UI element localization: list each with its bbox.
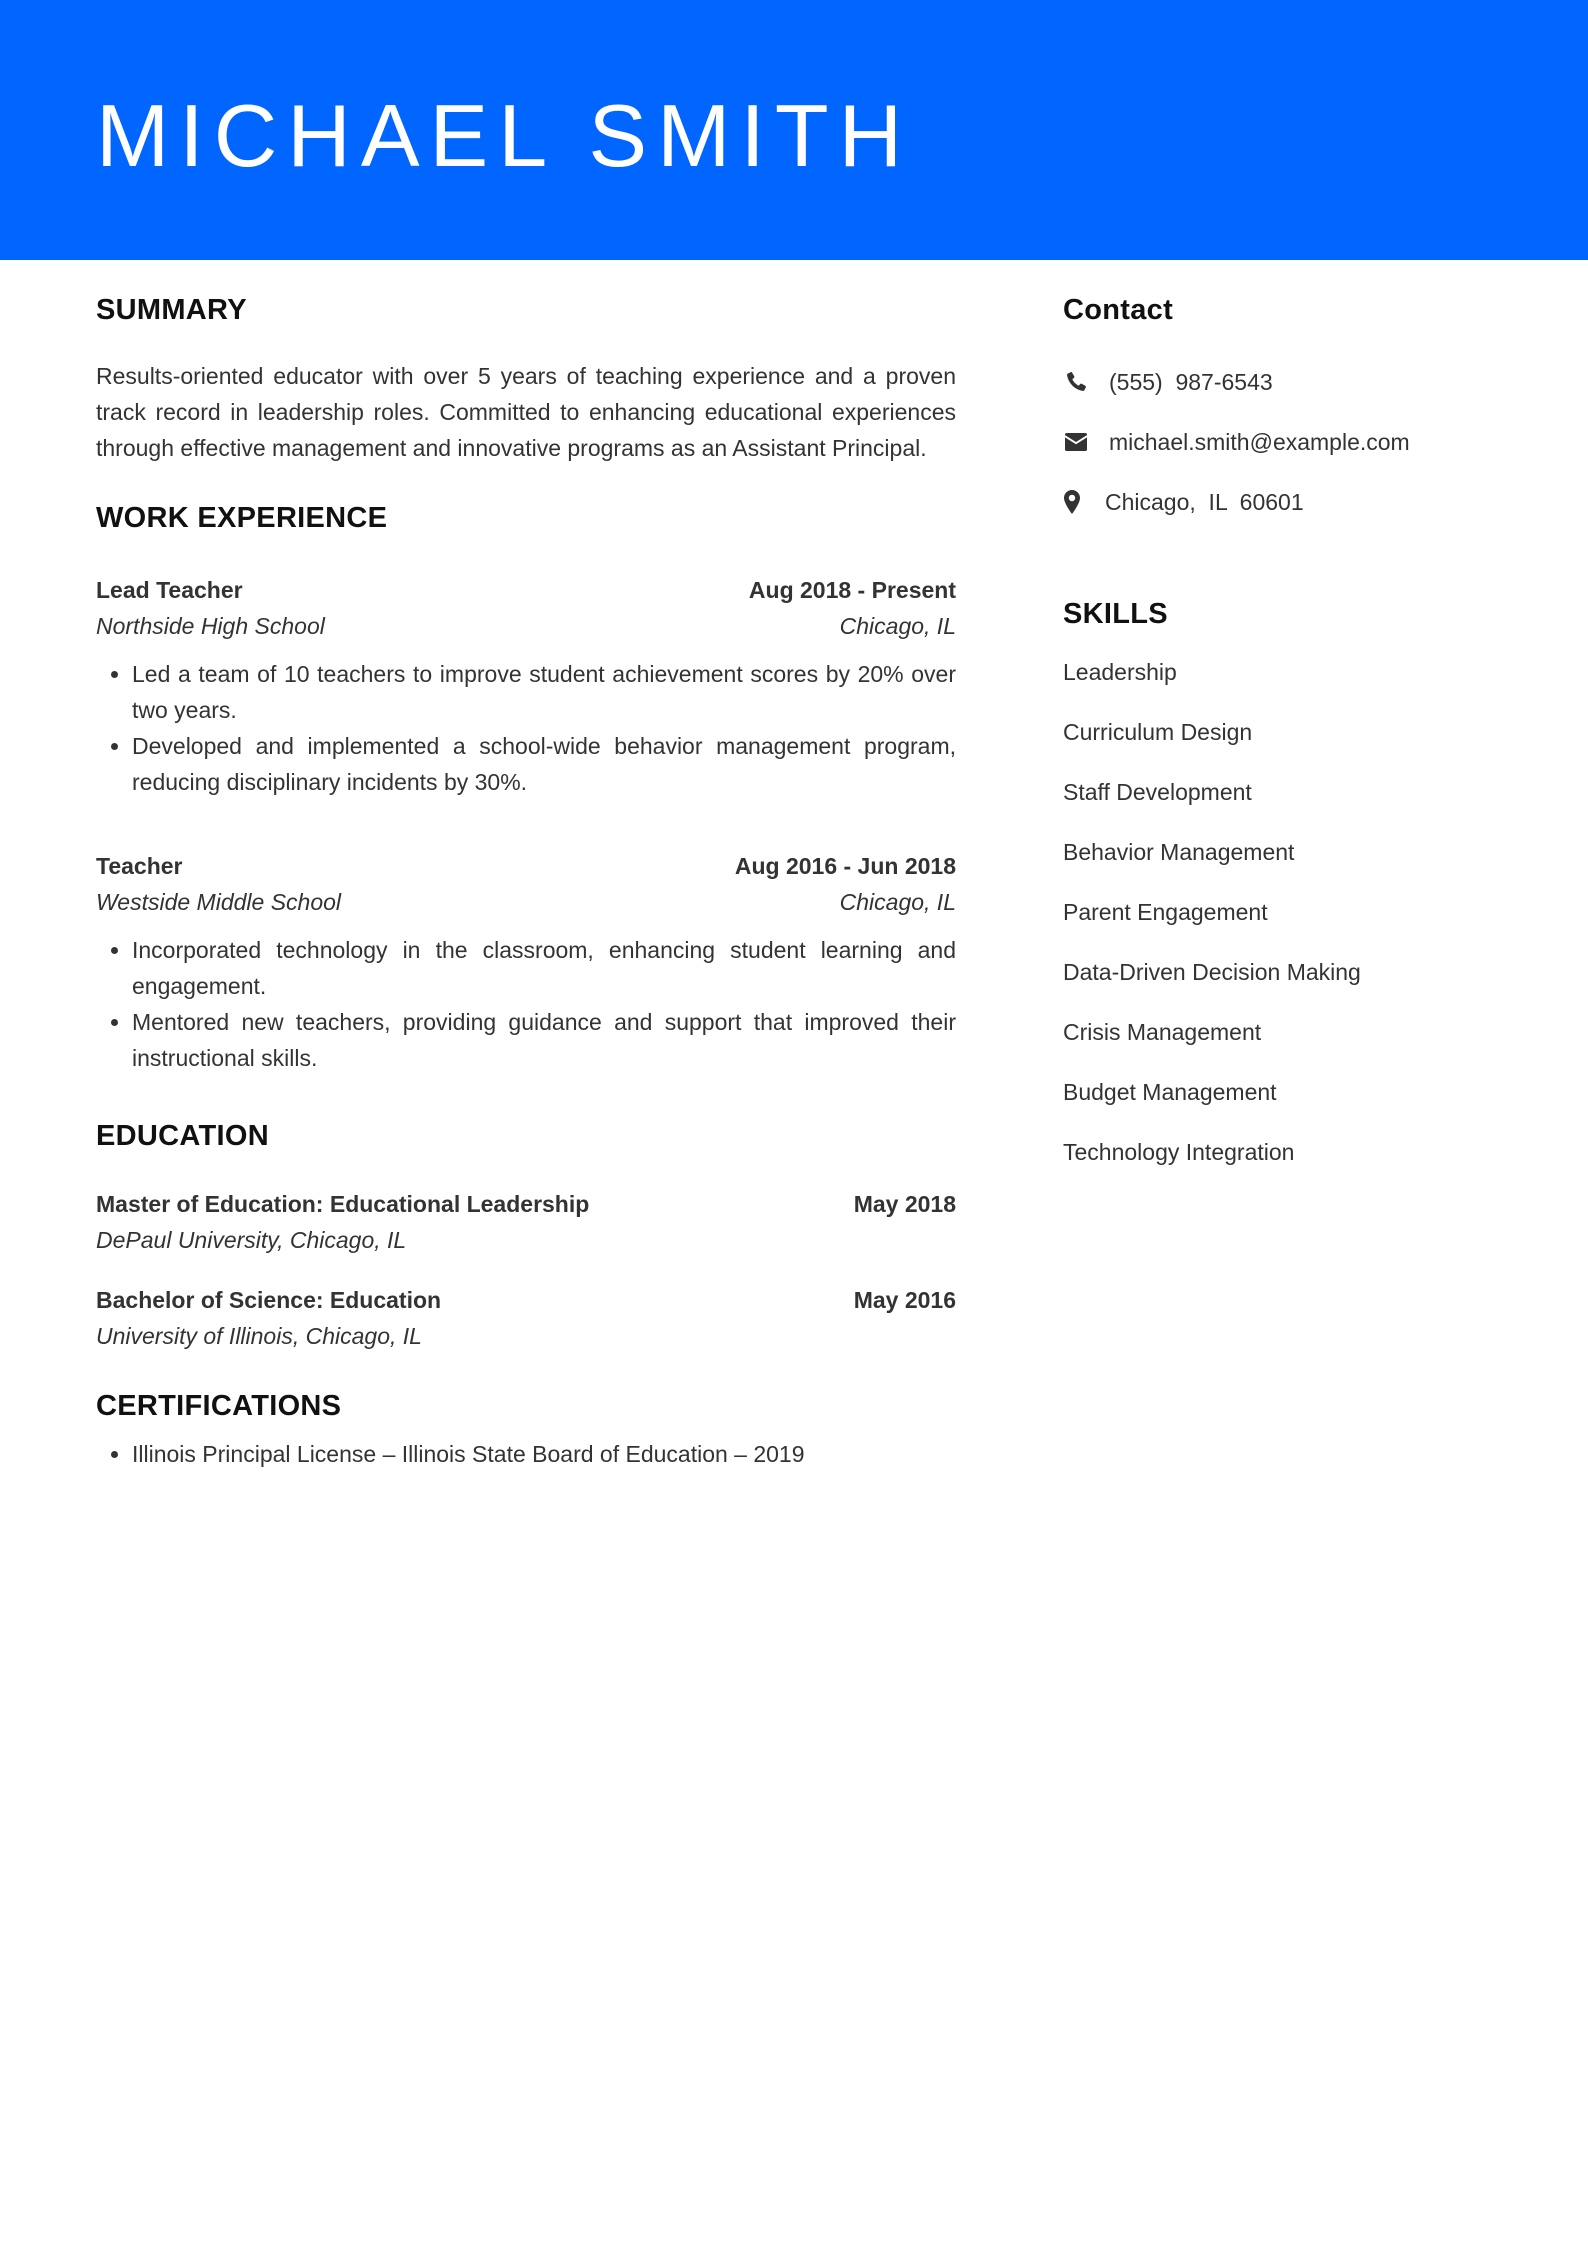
job-bullet: • Developed and implemented a school-wide behavior management program, reducing disciplinary incidents by 30%. <box>132 728 956 800</box>
education-school: DePaul University, Chicago, IL <box>96 1227 407 1253</box>
work-experience-section <box>96 500 956 1076</box>
skill-item: Curriculum Design <box>1063 719 1253 745</box>
job-dates: Aug 2018 - Present <box>748 577 956 603</box>
education-date: May 2018 <box>853 1191 956 1217</box>
education-heading: EDUCATION <box>96 1120 269 1152</box>
certification-item: • Illinois Principal License – Illinois State Board of Education – 2019 <box>132 1436 956 1472</box>
contact-email <box>1063 412 1503 472</box>
skill-item: Data-Driven Decision Making <box>1063 959 1361 985</box>
map-pin-icon <box>1063 489 1081 515</box>
main-column <box>96 292 956 1472</box>
skills-list <box>1063 654 1503 1194</box>
job-location: Chicago, IL <box>839 613 956 639</box>
contact-email-text: michael.smith@example.com <box>1109 428 1410 455</box>
skill-item: Staff Development <box>1063 779 1252 805</box>
education-section <box>96 1118 956 1354</box>
contact-heading: Contact <box>1063 294 1174 326</box>
contact-location <box>1063 472 1503 532</box>
skill-item: Parent Engagement <box>1063 899 1268 925</box>
skill-item: Technology Integration <box>1063 1139 1295 1165</box>
job-entry <box>96 572 956 800</box>
education-degree: Bachelor of Science: Education <box>96 1287 442 1313</box>
job-bullets <box>96 932 956 1076</box>
skill-item: Behavior Management <box>1063 839 1295 865</box>
candidate-name: MICHAEL SMITH <box>96 86 913 185</box>
job-company: Westside Middle School <box>96 889 342 915</box>
education-entry <box>96 1186 956 1258</box>
skill-item: Crisis Management <box>1063 1019 1262 1045</box>
sidebar-column <box>1063 292 1503 1194</box>
summary-heading: SUMMARY <box>96 294 247 326</box>
job-bullet: • Led a team of 10 teachers to improve student achievement scores by 20% over two years. <box>132 656 956 728</box>
envelope-icon <box>1063 429 1089 455</box>
contact-section <box>1063 292 1503 532</box>
job-bullet: • Mentored new teachers, providing guidance and support that improved their instructional skills. <box>132 1004 956 1076</box>
header-banner <box>0 0 1588 260</box>
summary-text: Results-oriented educator with over 5 years of teaching experience and a proven track record in leadership roles. Committed to enhancing educational experiences through effective management and innovative programs as an Assistant Principal. <box>96 363 956 461</box>
skill-item: Budget Management <box>1063 1079 1277 1105</box>
phone-icon <box>1063 369 1089 395</box>
work-experience-heading: WORK EXPERIENCE <box>96 502 388 534</box>
summary-section <box>96 292 956 466</box>
job-location: Chicago, IL <box>839 889 956 915</box>
certifications-list <box>96 1436 956 1472</box>
certifications-heading: CERTIFICATIONS <box>96 1390 342 1422</box>
education-school: University of Illinois, Chicago, IL <box>96 1323 422 1349</box>
contact-phone <box>1063 352 1503 412</box>
job-role: Teacher <box>96 853 183 879</box>
education-date: May 2016 <box>853 1287 956 1313</box>
skills-heading: SKILLS <box>1063 598 1168 630</box>
contact-location-text: Chicago, IL 60601 <box>1105 488 1304 515</box>
job-entry <box>96 848 956 1076</box>
contact-phone-text: (555) 987-6543 <box>1109 368 1273 395</box>
job-bullet: • Incorporated technology in the classroom, enhancing student learning and engagement. <box>132 932 956 1004</box>
job-dates: Aug 2016 - Jun 2018 <box>734 853 956 879</box>
job-bullets <box>96 656 956 800</box>
certifications-section <box>96 1388 956 1472</box>
education-entry <box>96 1282 956 1354</box>
job-role: Lead Teacher <box>96 577 243 603</box>
skill-item: Leadership <box>1063 659 1177 685</box>
skills-section <box>1063 596 1503 1194</box>
job-company: Northside High School <box>96 613 325 639</box>
education-degree: Master of Education: Educational Leadership <box>96 1191 590 1217</box>
